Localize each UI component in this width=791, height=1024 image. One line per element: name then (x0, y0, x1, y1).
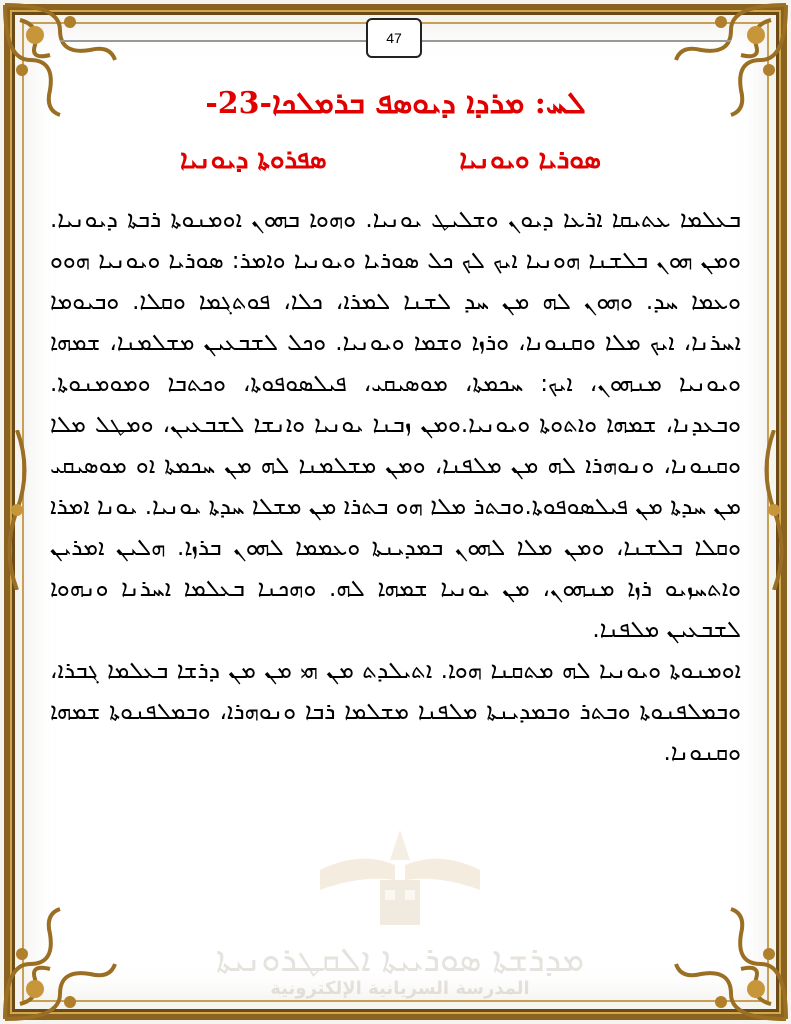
corner-ornament-bottom-right (671, 904, 791, 1024)
paragraph-2: ܐܘܡܢܘܬܐ ܘܝܘܢܝܐ ܠܗ ܡܬܩܢܐ ܗܘܐ. ܐܬܝܠܕܬ ܡܢ ܗܝ ܡܢ ܡܢ ܕܪܫܐ ܒܥܠܡܐ ܓܒܪܐ، ܘܒܡܠܦܢܘܬܐ ܘܒܬܪ ܘܒܡܕܝܢܬܐ ܡܠܦܢܐ ܡܫܠܡܐ ܪܒܐ ܘܢܘܗܪܐ، ܘܒܡܠܦܢܘܬܐ ܫܡܗܐ ܘܩܢܘܢܐ. (50, 658, 741, 766)
body-text (50, 200, 741, 774)
corner-ornament-top-right (671, 0, 791, 120)
subtitle-row (180, 145, 601, 176)
side-ornament-left (2, 430, 32, 590)
page-number: 47 (366, 18, 422, 58)
page-title: ܠܚ: ܡܪܕܐ ܕܝܘܣܦ ܒܪܡܠܟܐ-23- (205, 86, 586, 121)
corner-ornament-bottom-left (0, 904, 120, 1024)
corner-ornament-top-left (0, 0, 120, 120)
side-ornament-right (759, 430, 789, 590)
subtitle-right: ܣܘܪܝܐ ܘܝܘܢܝܐ (459, 145, 601, 175)
subtitle-left: ܣܦܪܘܬܐ ܕܝܘܢܝܐ (180, 145, 327, 175)
paragraph-1: ܒܥܠܡܐ ܥܬܝܩܐ ܐܪܥܐ ܕܝܘܢ ܘܫܠܝܛ ܝܘܢܝܐ. ܘܗܘܐ ܒܗܘܢ ܐܘܡܢܘܬܐ ܪܒܬܐ ܕܝܘܢܝܐ. ܘܡܢ ܗܘܢ ܒܠܫܢܐ ܗܘܢܝܐ ܐܝܟ ܠܟ ܟܠ ܣܘܪܝܐ ܘܝܘܢܝܐ ܘܐܡܪ: ܣܘܪܝܐ ܘܝܘܢܝܐ ܗܘܘ ܘܥܡܐ ܚܕ. ܘܗܘܢ ܠܗ ܡܢ ܚܕ ܠܫܢܐ ܠܡܪܐ، ܟܠܐ، ܦܘܬܓܡܐ ܘܩܠܐ. ܘܒܝܘܡܐ ܐܚܪܢܐ، ܐܝܟ ܡܠܐ ܘܩܢܘܢܐ، ܘܪܙܐ ܘܫܡܐ ܘܝܘܢܝܐ. ܘܟܠ ܠܫܒܥܝܢ ܡܫܠܡܢܐ، ܫܡܗܐ ܘܝܘܢܝܐ ܡܢܗܘܢ، ܐܝܟ: ܚܟܡܬܐ، ܡܘܣܝܩܝ، ܦܝܠܣܘܦܘܬܐ، ܘܟܬܒܐ ܘܡܘܡܢܘܬܐ. ܘܒܥܕܢܐ، ܫܡܗܐ ܘܐܬܘܬܐ ܘܝܘܢܝܐ.ܘܡܢ ܙܒܢܐ ܝܘܢܝܐ ܘܐܢܫܐ ܠܫܒܥܝܢ، ܘܡܛܠ ܡܠܐ ܘܩܢܘܢܐ، ܘܢܘܗܪܐ ܠܗ ܡܢ ܡܠܦܢܐ، ܘܡܢ ܡܫܠܡܢܐ ܠܗ ܡܢ ܚܟܡܬܐ ܐܘ ܡܘܣܝܩܝ ܡܢ ܚܕܬܐ ܡܢ ܦܝܠܣܘܦܘܬܐ.ܘܒܬܪ ܡܠܐ ܗܘ ܒܬܪܐ ܡܢ ܡܫܠܐ ܚܕܬܐ ܝܘܢܝܐ. ܝܘܢܐ ܐܡܪܐ ܘܩܠܐ ܒܠܫܢܐ، ܘܡܢ ܡܠܐ ܠܗܘܢ ܒܡܕܝܢܬܐ ܘܥܡܡܐ ܠܗܘܢ ܒܪܙܐ. ܗܠܝܢ ܐܡܪܝܢ ܘܐܬܚܙܝܘ ܪܙܐ ܡܢܗܘܢ، ܡܢ ܝܘܢܝܐ ܫܡܗܐ ܠܗ. ܘܗܟܢܐ ܒܥܠܡܐ ܐܚܪܢܐ ܘܢܗܘܐ ܠܫܒܥܝܢ ܡܠܦܢܐ. (50, 207, 741, 643)
